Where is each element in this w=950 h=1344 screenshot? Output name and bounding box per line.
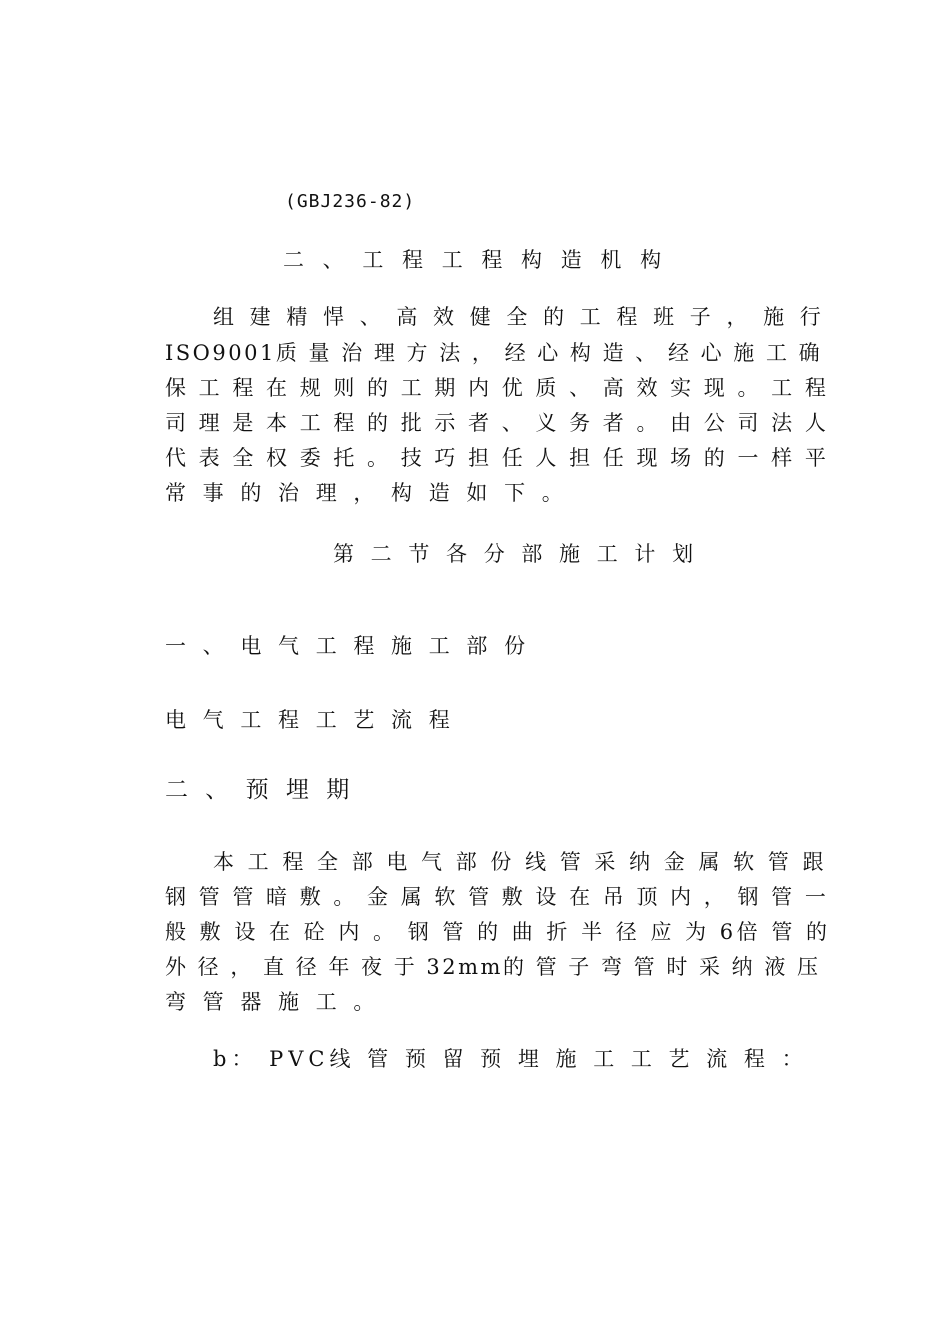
paragraph-1-line-6: 常 事 的 治 理 ， 构 造 如 下 。	[165, 481, 568, 505]
paragraph-1-line-5: 代 表 全 权 委 托 。 技 巧 担 任 人 担 任 现 场 的 一 样 平	[165, 446, 829, 470]
paragraph-2-line-3: 般 敷 设 在 砼 内 。 钢 管 的 曲 折 半 径 应 为 6倍 管 的	[165, 920, 831, 944]
paragraph-2-line-4: 外 径 ， 直 径 年 夜 于 32mm的 管 子 弯 管 时 采 纳 液 压	[165, 955, 821, 979]
paragraph-1-line-1: 组 建 精 悍 、 高 效 健 全 的 工 程 班 子 ， 施 行	[213, 305, 826, 329]
paragraph-1-line-3: 保 工 程 在 规 则 的 工 期 内 优 质 、 高 效 实 现 。 工 程	[165, 376, 829, 400]
paragraph-2-line-1: 本 工 程 全 部 电 气 部 份 线 管 采 纳 金 属 软 管 跟	[213, 850, 827, 874]
standard-code: (GBJ236-82)	[285, 191, 416, 212]
paragraph-2-line-5: 弯 管 器 施 工 。	[165, 990, 380, 1014]
subheading-pre-embedding: 二 、 预 埋 期	[165, 777, 355, 803]
section-title: 第 二 节 各 分 部 施 工 计 划	[333, 542, 699, 566]
paragraph-2-line-2: 钢 管 管 暗 敷 。 金 属 软 管 敷 设 在 吊 顶 内 ， 钢 管 一	[165, 885, 829, 909]
paragraph-1-line-2: ISO9001质 量 治 理 方 法 ， 经 心 构 造 、 经 心 施 工 确	[165, 341, 823, 365]
list-item-b: b： PVC线 管 预 留 预 埋 施 工 工 艺 流 程 ：	[213, 1047, 808, 1071]
subheading-electrical-process: 电 气 工 程 工 艺 流 程	[165, 708, 455, 732]
subheading-electrical-works: 一 、 电 气 工 程 施 工 部 份	[165, 634, 531, 658]
paragraph-1-line-4: 司 理 是 本 工 程 的 批 示 者 、 义 务 者 。 由 公 司 法 人	[165, 411, 829, 435]
section-heading-organization: 二 、 工 程 工 程 构 造 机 构	[283, 248, 668, 272]
